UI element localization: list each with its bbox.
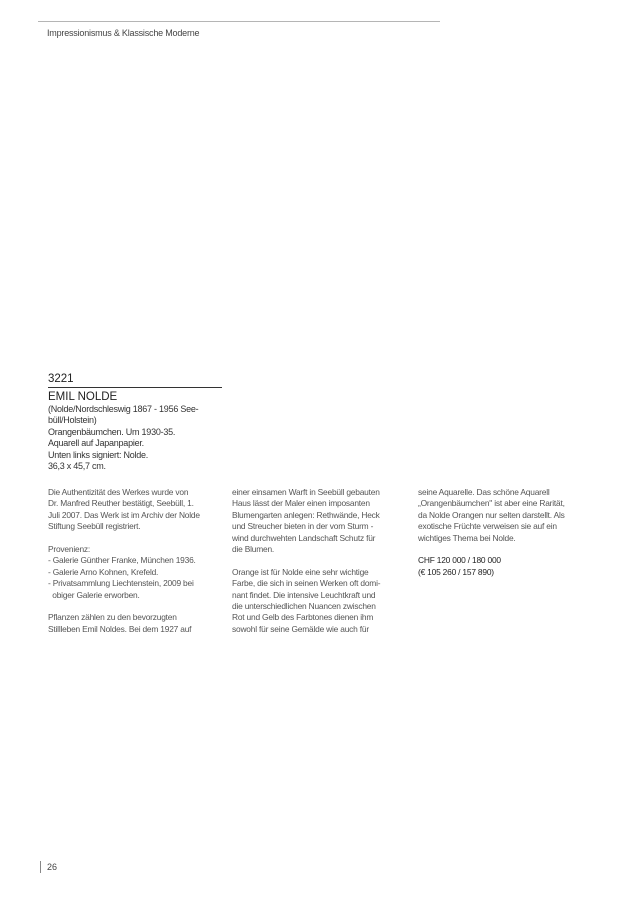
text-line: Pflanzen zählen zu den bevorzugten (48, 612, 177, 623)
paragraph-gap (48, 601, 222, 612)
text-line: Dr. Manfred Reuther bestätigt, Seebüll, 1. (48, 498, 194, 509)
text-column-3 (418, 487, 592, 578)
text-line: obiger Galerie erworben. (48, 589, 140, 600)
text-line: Stillleben Emil Noldes. Bei dem 1927 auf (48, 623, 192, 634)
text-line: und Streucher bieten in der vom Sturm - (232, 521, 374, 532)
text-line: - Privatsammlung Liechtenstein, 2009 bei (48, 578, 194, 589)
text-line: da Nolde Orangen nur selten darstellt. Als (418, 509, 565, 520)
header-rule (38, 21, 440, 22)
text-line: Haus lässt der Maler einen imposanten (232, 498, 370, 509)
text-line: wind durchwehten Landschaft Schutz für (232, 532, 376, 543)
paragraph-gap (48, 533, 222, 544)
text-line: wichtiges Thema bei Nolde. (418, 532, 516, 543)
lot-detail-line: Orangenbäumchen. Um 1930-35. (48, 426, 176, 437)
lot-block (48, 373, 222, 472)
paragraph-gap (232, 555, 406, 566)
text-column-1 (48, 487, 222, 635)
text-line: Orange ist für Nolde eine sehr wichtige (232, 566, 369, 577)
text-line: seine Aquarelle. Das schöne Aquarell (418, 487, 550, 497)
page-number: 26 (47, 862, 58, 872)
text-line: Provenienz: (48, 544, 91, 555)
text-line: die Blumen. (232, 544, 275, 555)
text-line: - Galerie Günther Franke, München 1936. (48, 555, 196, 566)
running-header: Impressionismus & Klassische Moderne (47, 28, 200, 38)
lot-detail-line: (Nolde/Nordschleswig 1867 - 1956 See- (48, 404, 199, 414)
text-line: die unterschiedlichen Nuancen zwischen (232, 601, 376, 612)
text-line: Rot und Gelb des Farbtones dienen ihm (232, 612, 374, 623)
lot-number: 3221 (48, 373, 74, 385)
text-line: sowohl für seine Gemälde wie auch für (232, 623, 369, 634)
text-line: nant findet. Die intensive Leuchtkraft und (232, 589, 376, 600)
lot-details (48, 404, 222, 472)
lot-detail-line: Aquarell auf Japanpapier. (48, 438, 144, 449)
lot-detail-line: Unten links signiert: Nolde. (48, 449, 149, 460)
text-line: - Galerie Arno Kohnen, Krefeld. (48, 566, 159, 577)
text-column-2 (232, 487, 406, 635)
paragraph-gap (418, 544, 592, 555)
price-chf: CHF 120 000 / 180 000 (418, 555, 501, 566)
text-line: Stiftung Seebüll registriert. (48, 521, 141, 532)
text-line: Farbe, die sich in seinen Werken oft domi- (232, 578, 381, 589)
lot-rule (48, 387, 222, 388)
text-line: Blumengarten anlegen: Rethwände, Heck (232, 509, 380, 520)
text-line: exotische Früchte verweisen sie auf ein (418, 521, 557, 532)
lot-detail-line: 36,3 x 45,7 cm. (48, 461, 106, 472)
lot-detail-line: büll/Holstein) (48, 415, 97, 426)
text-line: einer einsamen Warft in Seebüll gebauten (232, 487, 380, 497)
footer-bar (40, 861, 41, 873)
price-eur: (€ 105 260 / 157 890) (418, 566, 494, 577)
text-line: „Orangenbäumchen" ist aber eine Rarität, (418, 498, 565, 509)
text-line: Die Authentizität des Werkes wurde von (48, 487, 189, 497)
text-line: Juli 2007. Das Werk ist im Archiv der Nolde (48, 509, 200, 520)
artist-name: EMIL NOLDE (48, 391, 118, 403)
